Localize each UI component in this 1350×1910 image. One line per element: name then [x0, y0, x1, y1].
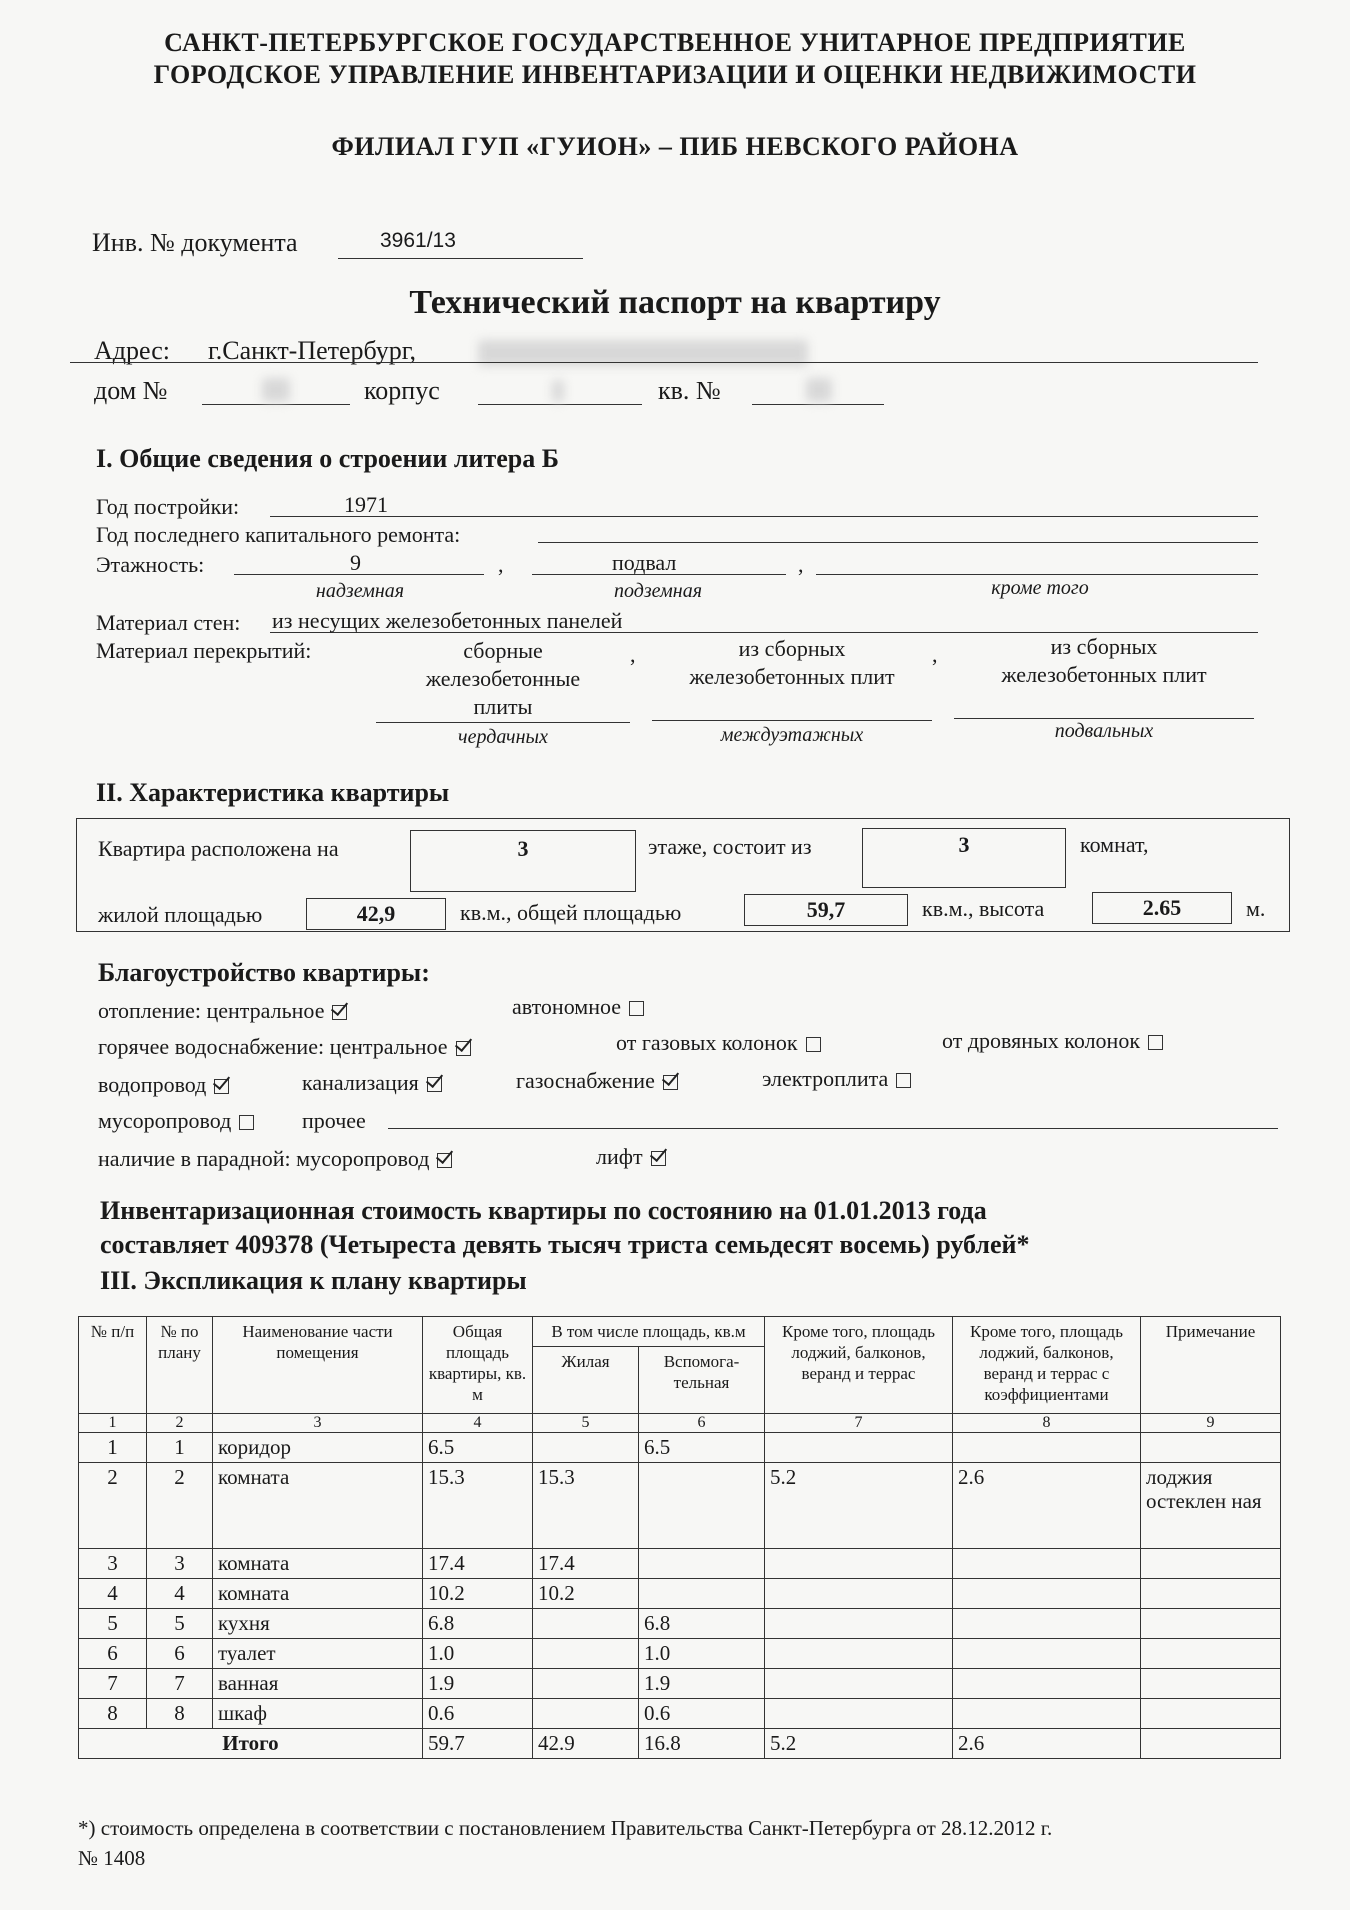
total-row: [79, 1729, 1281, 1759]
apt-text2: этаже, состоит из: [648, 834, 812, 859]
table-cell: лоджия остеклен ная: [1141, 1463, 1281, 1549]
table-cell: 10.2: [423, 1579, 533, 1609]
kv-redacted: [806, 378, 832, 402]
colnum: 8: [953, 1414, 1141, 1433]
elevator-checkbox[interactable]: [651, 1151, 666, 1166]
korpus-label: корпус: [364, 376, 440, 405]
table-cell: 2: [79, 1463, 147, 1549]
inv-label: Инв. № документа: [92, 228, 298, 257]
floors-under-value: подвал: [612, 550, 677, 575]
rooms-value: 3: [958, 832, 970, 857]
total-cell: [1141, 1729, 1281, 1759]
col-header-note: Примечание: [1141, 1317, 1281, 1414]
table-cell: 6: [79, 1639, 147, 1669]
col-header-living: Жилая: [533, 1347, 639, 1414]
section1-title: I. Общие сведения о строении литера Б: [96, 444, 559, 473]
table-cell: [1141, 1433, 1281, 1463]
table-cell: комната: [213, 1463, 423, 1549]
col-header-total: Общая площадь квартиры, кв. м: [423, 1317, 533, 1414]
colnum: 1: [79, 1414, 147, 1433]
table-cell: [765, 1639, 953, 1669]
table-cell: 5.2: [765, 1463, 953, 1549]
floors-mat-label: Материал перекрытий:: [96, 638, 312, 663]
total-cell: 59.7: [423, 1729, 533, 1759]
table-cell: 1.0: [639, 1639, 765, 1669]
attic-line1: сборные: [463, 638, 543, 663]
table-cell: [533, 1699, 639, 1729]
colnum: 2: [147, 1414, 213, 1433]
inv-value: 3961/13: [380, 229, 456, 252]
table-cell: ванная: [213, 1669, 423, 1699]
table-cell: коридор: [213, 1433, 423, 1463]
entrance-chute-label: мусоропровод: [296, 1146, 430, 1171]
year-label: Год постройки:: [96, 494, 240, 519]
apt-text1: Квартира расположена на: [98, 836, 339, 861]
total-label: Итого: [79, 1729, 423, 1759]
water-checkbox[interactable]: [214, 1079, 229, 1094]
elevator-label: лифт: [596, 1144, 643, 1169]
other-label: прочее: [302, 1108, 366, 1133]
colnum: 5: [533, 1414, 639, 1433]
section2-title: II. Характеристика квартиры: [96, 778, 450, 807]
table-row: [79, 1669, 1281, 1699]
explication-table: [78, 1316, 1281, 1759]
table-cell: 1.9: [423, 1669, 533, 1699]
table-cell: [639, 1549, 765, 1579]
table-cell: 1: [79, 1433, 147, 1463]
table-cell: [953, 1579, 1141, 1609]
sewer-label: канализация: [302, 1070, 419, 1095]
kv-label: кв. №: [658, 376, 721, 405]
colnum: 4: [423, 1414, 533, 1433]
table-cell: [639, 1463, 765, 1549]
total-cell: 2.6: [953, 1729, 1141, 1759]
table-cell: шкаф: [213, 1699, 423, 1729]
table-cell: [533, 1433, 639, 1463]
col-header-incl: В том числе площадь, кв.м: [533, 1317, 765, 1347]
footnote-line1: *) стоимость определена в соответствии с постановлением Правительства Санкт-Петербурга от 28.12.2012 г.: [78, 1816, 1053, 1840]
table-cell: [1141, 1639, 1281, 1669]
table-row: [79, 1433, 1281, 1463]
table-row: [79, 1639, 1281, 1669]
page-title: Технический паспорт на квартиру: [409, 284, 941, 321]
address-value: г.Санкт-Петербург,: [208, 336, 417, 365]
base-line2: железобетонных плит: [1001, 662, 1207, 687]
col-header-plan: № по плану: [147, 1317, 213, 1414]
col-header-name: Наименование части помещения: [213, 1317, 423, 1414]
section3-title: III. Экспликация к плану квартиры: [100, 1266, 527, 1295]
living-value: 42,9: [356, 901, 396, 926]
table-cell: 4: [79, 1579, 147, 1609]
gas-label: газоснабжение: [516, 1068, 655, 1093]
total-cell: 5.2: [765, 1729, 953, 1759]
total-cell: 16.8: [639, 1729, 765, 1759]
org-name-line1: САНКТ-ПЕТЕРБУРГСКОЕ ГОСУДАРСТВЕННОЕ УНИТАРНОЕ ПРЕДПРИЯТИЕ: [164, 28, 1186, 57]
apt-text5: кв.м., общей площадью: [460, 900, 682, 925]
table-cell: 1.9: [639, 1669, 765, 1699]
table-cell: [953, 1699, 1141, 1729]
table-cell: [1141, 1699, 1281, 1729]
heating-label: отопление:: [98, 998, 201, 1023]
table-cell: [765, 1699, 953, 1729]
gas-checkbox[interactable]: [663, 1075, 678, 1090]
hotwater-label: горячее водоснабжение:: [98, 1034, 325, 1059]
colnum: 7: [765, 1414, 953, 1433]
heating-autonomous-label: автономное: [512, 994, 622, 1019]
table-cell: 17.4: [423, 1549, 533, 1579]
chute-label: мусоропровод: [98, 1108, 232, 1133]
table-cell: 17.4: [533, 1549, 639, 1579]
table-cell: кухня: [213, 1609, 423, 1639]
table-cell: [765, 1579, 953, 1609]
table-cell: 5: [147, 1609, 213, 1639]
apt-text6: кв.м., высота: [922, 896, 1045, 921]
col-header-loggia: Кроме того, площадь лоджий, балконов, веранд и террас: [765, 1317, 953, 1414]
walls-label: Материал стен:: [96, 610, 241, 635]
cap-base: подвальных: [1054, 720, 1154, 742]
hotwater-wood-checkbox[interactable]: [1148, 1035, 1163, 1050]
table-cell: 4: [147, 1579, 213, 1609]
heating-central-label: центральное: [206, 998, 325, 1023]
address-label: Адрес:: [94, 336, 170, 365]
table-cell: [639, 1579, 765, 1609]
table-cell: 2: [147, 1463, 213, 1549]
other-field[interactable]: [388, 1128, 1278, 1129]
attic-line3: плиты: [473, 694, 533, 719]
walls-value: из несущих железобетонных панелей: [272, 608, 623, 633]
table-cell: 7: [79, 1669, 147, 1699]
table-cell: 6.5: [639, 1433, 765, 1463]
floors-above-value: 9: [350, 550, 361, 575]
col-header-num: № п/п: [79, 1317, 147, 1414]
table-cell: 5: [79, 1609, 147, 1639]
apt-text7: м.: [1246, 896, 1266, 921]
table-cell: [1141, 1579, 1281, 1609]
inter-line2: железобетонных плит: [689, 664, 895, 689]
table-cell: [765, 1669, 953, 1699]
table-cell: [953, 1609, 1141, 1639]
floor-value: 3: [517, 836, 529, 861]
colnum: 9: [1141, 1414, 1281, 1433]
org-name-line2: ГОРОДСКОЕ УПРАВЛЕНИЕ ИНВЕНТАРИЗАЦИИ И ОЦЕНКИ НЕДВИЖИМОСТИ: [153, 60, 1197, 89]
col-header-loggia-k: Кроме того, площадь лоджий, балконов, веранд и террас с коэффициентами: [953, 1317, 1141, 1414]
table-cell: 6.5: [423, 1433, 533, 1463]
table-cell: комната: [213, 1579, 423, 1609]
table-cell: [953, 1549, 1141, 1579]
hotwater-gas-checkbox[interactable]: [806, 1037, 821, 1052]
table-cell: 0.6: [639, 1699, 765, 1729]
table-cell: [1141, 1669, 1281, 1699]
stove-label: электроплита: [762, 1066, 889, 1091]
table-cell: туалет: [213, 1639, 423, 1669]
table-cell: [765, 1433, 953, 1463]
table-row: [79, 1579, 1281, 1609]
colnum: 6: [639, 1414, 765, 1433]
entrance-label: наличие в парадной:: [98, 1146, 291, 1171]
table-cell: 6.8: [423, 1609, 533, 1639]
table-cell: 15.3: [533, 1463, 639, 1549]
cap-extra: кроме того: [991, 577, 1089, 599]
cap-attic: чердачных: [458, 726, 548, 748]
table-row: [79, 1699, 1281, 1729]
table-cell: [765, 1609, 953, 1639]
house-redacted: [262, 378, 290, 402]
apt-text4: жилой площадью: [98, 902, 263, 927]
table-cell: [1141, 1549, 1281, 1579]
branch-name: ФИЛИАЛ ГУП «ГУИОН» – ПИБ НЕВСКОГО РАЙОНА: [331, 132, 1019, 161]
table-cell: 0.6: [423, 1699, 533, 1729]
chute-checkbox[interactable]: [239, 1115, 254, 1130]
valuation-line1: Инвентаризационная стоимость квартиры по состоянию на 01.01.2013 года: [100, 1196, 987, 1225]
height-value: 2.65: [1142, 895, 1182, 920]
repair-label: Год последнего капитального ремонта:: [96, 522, 461, 547]
table-cell: 15.3: [423, 1463, 533, 1549]
table-cell: [533, 1639, 639, 1669]
table-row: [79, 1609, 1281, 1639]
floors-label: Этажность:: [96, 552, 205, 577]
table-row: [79, 1463, 1281, 1549]
house-label: дом №: [94, 376, 168, 405]
colnum: 3: [213, 1414, 423, 1433]
table-cell: 10.2: [533, 1579, 639, 1609]
table-cell: 6.8: [639, 1609, 765, 1639]
attic-line2: железобетонные: [425, 666, 581, 691]
valuation-line2: составляет 409378 (Четыреста девять тысяч триста семьдесят восемь) рублей*: [100, 1230, 1030, 1259]
entrance-chute-checkbox[interactable]: [437, 1153, 452, 1168]
cap-under: подземная: [613, 580, 703, 602]
table-cell: 3: [147, 1549, 213, 1579]
year-value: 1971: [344, 492, 388, 517]
table-cell: 1.0: [423, 1639, 533, 1669]
table-cell: 8: [79, 1699, 147, 1729]
total-value: 59,7: [806, 897, 846, 922]
table-row: [79, 1549, 1281, 1579]
table-cell: [765, 1549, 953, 1579]
hotwater-gas-label: от газовых колонок: [616, 1030, 798, 1055]
cap-above: надземная: [315, 580, 405, 602]
heating-central-checkbox[interactable]: [332, 1005, 347, 1020]
table-cell: 2.6: [953, 1463, 1141, 1549]
col-header-aux: Вспомога-тельная: [639, 1347, 765, 1414]
cap-inter: междуэтажных: [720, 724, 864, 746]
water-label: водопровод: [98, 1072, 207, 1097]
base-line1: из сборных: [1050, 634, 1158, 659]
table-cell: 3: [79, 1549, 147, 1579]
table-cell: [1141, 1609, 1281, 1639]
table-cell: 1: [147, 1433, 213, 1463]
table-cell: [533, 1669, 639, 1699]
stove-checkbox[interactable]: [896, 1073, 911, 1088]
table-cell: [953, 1669, 1141, 1699]
table-cell: [533, 1609, 639, 1639]
amenities-title: Благоустройство квартиры:: [98, 958, 430, 987]
table-cell: 7: [147, 1669, 213, 1699]
table-cell: [953, 1433, 1141, 1463]
apt-text3: комнат,: [1080, 832, 1149, 857]
footnote-line2: № 1408: [78, 1846, 146, 1870]
table-cell: 8: [147, 1699, 213, 1729]
table-cell: 6: [147, 1639, 213, 1669]
korpus-redacted: [552, 380, 564, 402]
sewer-checkbox[interactable]: [427, 1077, 442, 1092]
hotwater-central-label: центральное: [329, 1034, 448, 1059]
table-cell: [953, 1639, 1141, 1669]
total-cell: 42.9: [533, 1729, 639, 1759]
hotwater-central-checkbox[interactable]: [456, 1041, 471, 1056]
hotwater-wood-label: от дровяных колонок: [942, 1028, 1141, 1053]
inter-line1: из сборных: [738, 636, 846, 661]
heating-autonomous-checkbox[interactable]: [629, 1001, 644, 1016]
table-cell: комната: [213, 1549, 423, 1579]
